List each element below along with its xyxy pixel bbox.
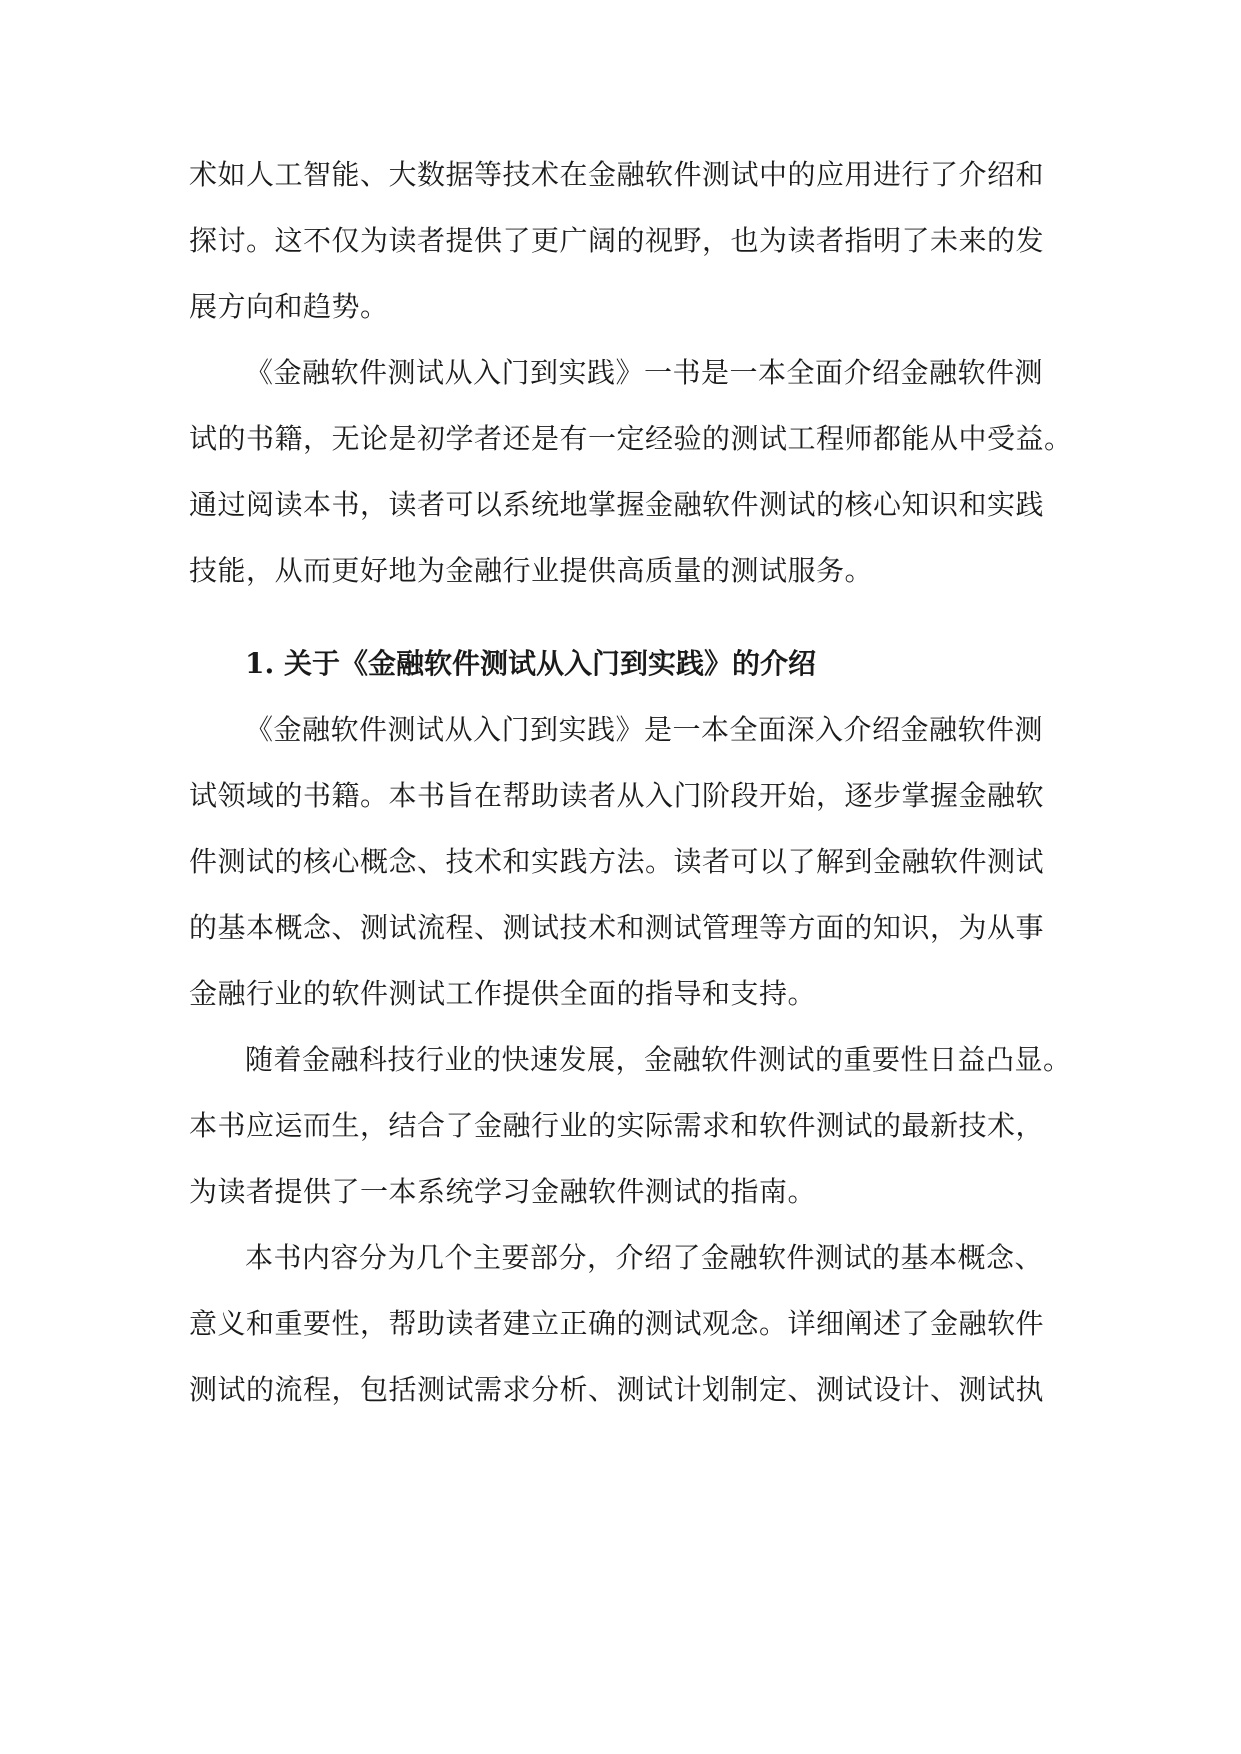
text-line: 试领域的书籍。本书旨在帮助读者从入门阶段开始，逐步掌握金融软 xyxy=(189,779,1045,812)
section-heading: 1. 关于《金融软件测试从入门到实践》的介绍 xyxy=(245,647,816,680)
text-line: 《金融软件测试从入门到实践》是一本全面深入介绍金融软件测 xyxy=(245,713,1044,746)
paragraph-contents xyxy=(189,1225,1059,1423)
paragraph-background xyxy=(189,1027,1072,1225)
paragraph-continuation xyxy=(189,142,1059,340)
paragraph-intro xyxy=(189,697,1059,1027)
text-line: 试的书籍，无论是初学者还是有一定经验的测试工程师都能从中受益。 xyxy=(189,422,1073,455)
document-page xyxy=(189,142,1073,1423)
text-line: 随着金融科技行业的快速发展，金融软件测试的重要性日益凸显。 xyxy=(245,1043,1072,1076)
text-line: 本书应运而生，结合了金融行业的实际需求和软件测试的最新技术， xyxy=(189,1109,1045,1142)
paragraph-summary xyxy=(189,340,1073,604)
text-line: 为读者提供了一本系统学习金融软件测试的指南。 xyxy=(189,1175,817,1208)
text-line: 技能，从而更好地为金融行业提供高质量的测试服务。 xyxy=(189,554,874,587)
text-line: 测试的流程，包括测试需求分析、测试计划制定、测试设计、测试执 xyxy=(189,1373,1045,1406)
text-line: 展方向和趋势。 xyxy=(189,290,389,323)
text-line: 意义和重要性，帮助读者建立正确的测试观念。详细阐述了金融软件 xyxy=(189,1307,1045,1340)
text-line: 的基本概念、测试流程、测试技术和测试管理等方面的知识，为从事 xyxy=(189,911,1045,944)
text-line: 探讨。这不仅为读者提供了更广阔的视野，也为读者指明了未来的发 xyxy=(189,224,1045,257)
text-line: 《金融软件测试从入门到实践》一书是一本全面介绍金融软件测 xyxy=(245,356,1044,389)
text-line: 件测试的核心概念、技术和实践方法。读者可以了解到金融软件测试 xyxy=(189,845,1045,878)
text-line: 通过阅读本书，读者可以系统地掌握金融软件测试的核心知识和实践 xyxy=(189,488,1045,521)
text-line: 金融行业的软件测试工作提供全面的指导和支持。 xyxy=(189,977,817,1010)
text-line: 术如人工智能、大数据等技术在金融软件测试中的应用进行了介绍和 xyxy=(189,158,1045,191)
text-line: 本书内容分为几个主要部分，介绍了金融软件测试的基本概念、 xyxy=(245,1241,1044,1274)
